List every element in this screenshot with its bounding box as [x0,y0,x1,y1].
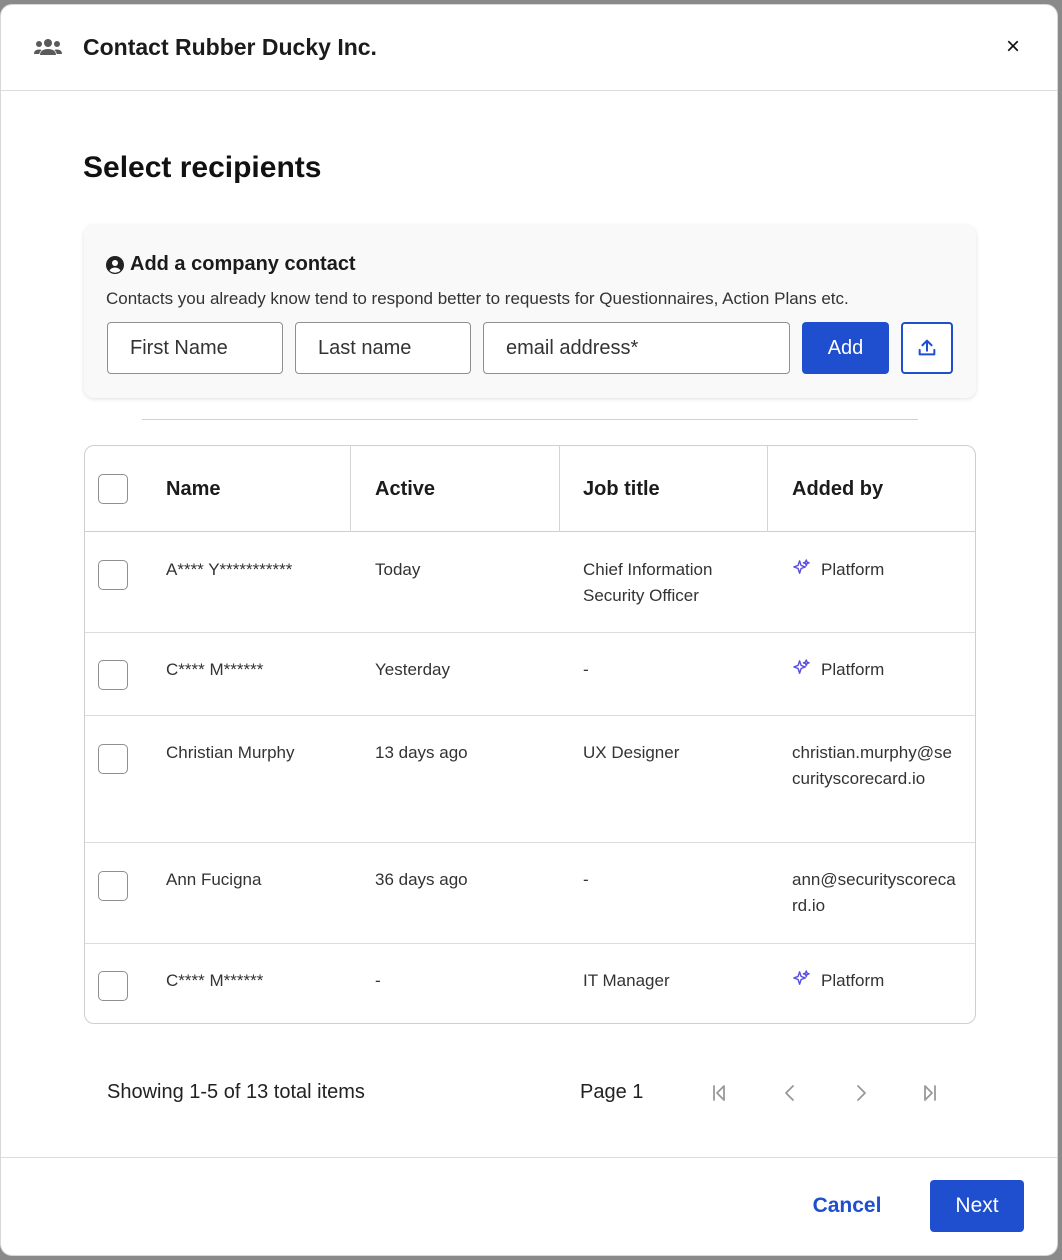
column-header-job-title[interactable]: Job title [583,478,660,500]
row-job-title: Chief Information Security Officer [583,560,713,605]
row-job-title: - [583,870,589,889]
column-header-added-by[interactable]: Added by [792,478,884,500]
row-checkbox[interactable] [98,744,128,774]
added-by-label: Platform [821,560,885,579]
row-job-title: - [583,660,589,679]
row-checkbox[interactable] [98,971,128,1001]
row-active: 13 days ago [375,743,468,762]
add-contact-heading [106,253,356,276]
contact-modal [0,4,1058,1256]
first-name-input[interactable] [107,322,283,374]
column-divider [767,446,768,532]
modal-title: Contact Rubber Ducky Inc. [83,34,377,60]
row-checkbox[interactable] [98,660,128,690]
pagination-summary: Showing 1-5 of 13 total items [107,1081,365,1103]
column-header-active[interactable]: Active [375,478,436,500]
row-added-by [792,557,884,583]
row-added-by [792,968,884,994]
close-icon[interactable]: × [1005,33,1020,60]
cancel-button[interactable]: Cancel [797,1180,897,1232]
users-group-icon [34,35,62,59]
table-row[interactable] [85,533,975,633]
row-job-title: IT Manager [583,971,670,990]
table-row[interactable] [85,717,975,843]
add-contact-card [84,225,976,398]
row-active: Today [375,560,421,579]
add-contact-description: Contacts you already know tend to respond better to requests for Questionnaires, Action Plans etc. [106,289,849,308]
next-page-icon[interactable] [847,1079,875,1107]
upload-button[interactable] [901,322,953,374]
added-by-label: Platform [821,971,885,990]
row-checkbox[interactable] [98,871,128,901]
table-row[interactable] [85,634,975,716]
email-input[interactable] [483,322,790,374]
last-page-icon[interactable] [916,1079,944,1107]
upload-icon [916,337,938,359]
row-active: Yesterday [375,660,450,679]
section-divider [142,419,918,420]
added-by-label: Platform [821,660,885,679]
previous-page-icon[interactable] [776,1079,804,1107]
row-name: A**** Y*********** [166,560,293,579]
row-name: Ann Fucigna [166,870,262,889]
row-checkbox[interactable] [98,560,128,590]
recipients-table [84,445,976,1024]
column-divider [350,446,351,532]
add-contact-title: Add a company contact [130,253,356,275]
row-added-by [792,657,884,683]
add-contact-button[interactable]: Add [802,322,889,374]
table-header [85,446,975,532]
row-active: - [375,971,381,990]
row-name: Christian Murphy [166,743,295,762]
first-page-icon[interactable] [705,1079,733,1107]
table-row[interactable] [85,945,975,1024]
column-divider [559,446,560,532]
select-all-checkbox[interactable] [98,474,128,504]
sparkle-icon [792,659,811,678]
row-added-by: ann@securityscorecard.io [792,870,956,915]
row-active: 36 days ago [375,870,468,889]
row-job-title: UX Designer [583,743,680,762]
column-header-name[interactable]: Name [166,478,221,500]
next-button[interactable]: Next [930,1180,1024,1232]
page-number-label: Page 1 [580,1081,644,1103]
row-name: C**** M****** [166,971,264,990]
user-circle-icon [106,256,124,274]
modal-header [1,5,1057,91]
row-name: C**** M****** [166,660,264,679]
sparkle-icon [792,970,811,989]
sparkle-icon [792,559,811,578]
last-name-input[interactable] [295,322,471,374]
row-added-by: christian.murphy@securityscorecard.io [792,743,952,788]
footer-divider [1,1157,1057,1158]
table-row[interactable] [85,844,975,944]
section-title: Select recipients [83,151,322,184]
